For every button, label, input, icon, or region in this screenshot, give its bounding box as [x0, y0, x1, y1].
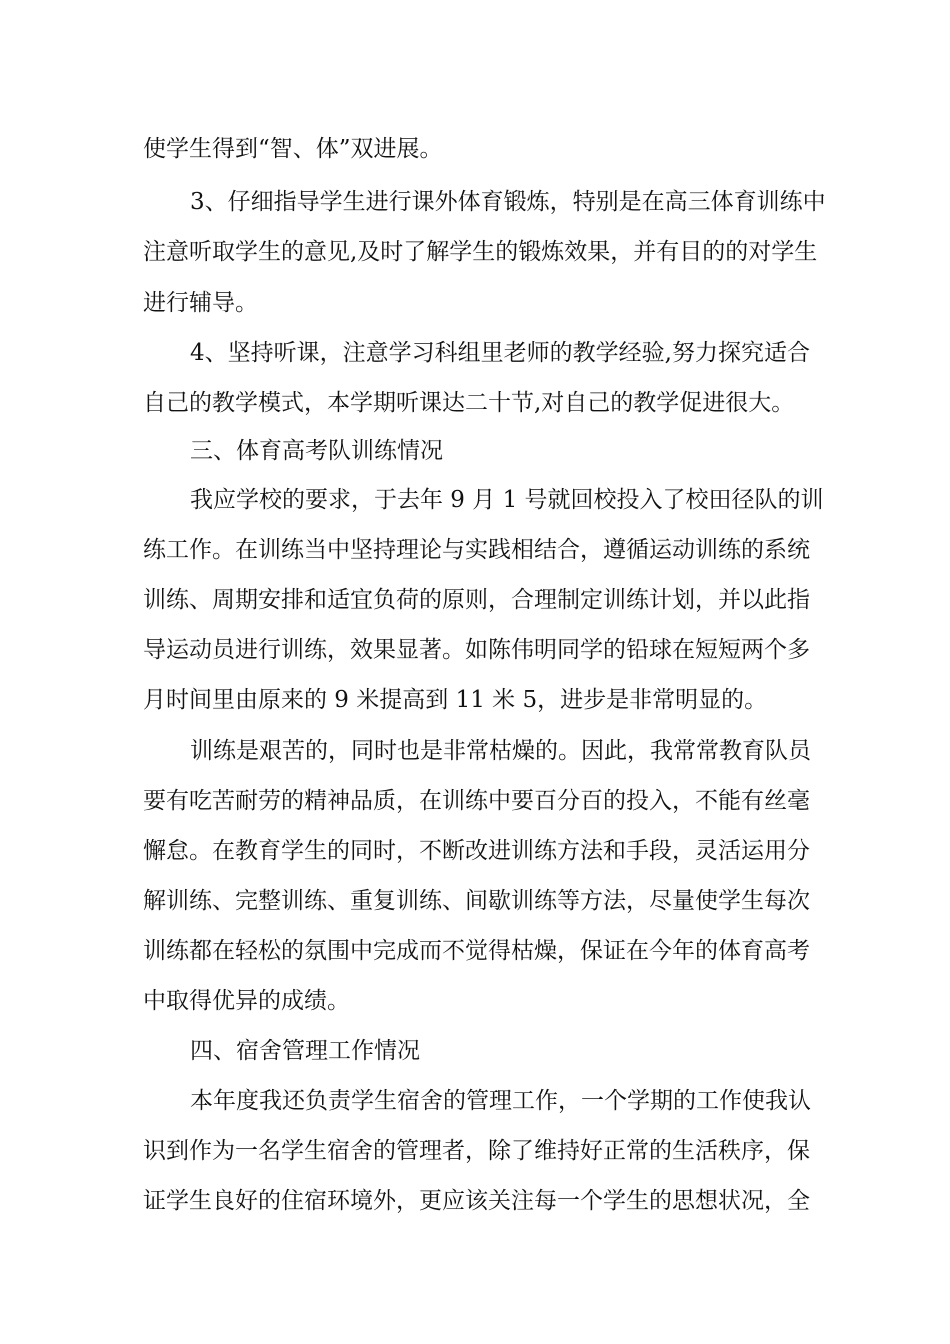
text-line: 训练都在轻松的氛围中完成而不觉得枯燥，保证在今年的体育高考	[143, 938, 810, 964]
text-line: 证学生良好的住宿环境外，更应该关注每一个学生的思想状况，全	[143, 1188, 810, 1214]
text-line: 懈怠。在教育学生的同时，不断改进训练方法和手段，灵活运用分	[143, 838, 810, 864]
text-line: 进行辅导。	[143, 290, 258, 316]
text-line: 注意听取学生的意见,及时了解学生的锻炼效果，并有目的的对学生	[143, 239, 818, 265]
text-line: 识到作为一名学生宿舍的管理者，除了维持好正常的生活秩序，保	[143, 1138, 810, 1164]
text-line: 要有吃苦耐劳的精神品质，在训练中要百分百的投入，不能有丝毫	[143, 788, 810, 814]
text-line: 自己的教学模式，本学期听课达二十节,对自己的教学促进很大。	[143, 390, 795, 416]
text-line: 使学生得到“智、体”双进展。	[143, 136, 443, 162]
section-heading: 四、宿舍管理工作情况	[190, 1038, 420, 1064]
text-line: 本年度我还负责学生宿舍的管理工作，一个学期的工作使我认	[190, 1088, 811, 1114]
text-line: 中取得优异的成绩。	[143, 988, 350, 1014]
text-line: 训练、周期安排和适宜负荷的原则，合理制定训练计划，并以此指	[143, 587, 810, 613]
text-line: 导运动员进行训练，效果显著。如陈伟明同学的铅球在短短两个多	[143, 637, 810, 663]
text-line: 4、坚持听课，注意学习科组里老师的教学经验,努力探究适合	[190, 340, 810, 366]
text-line: 我应学校的要求，于去年 9 月 1 号就回校投入了校田径队的训	[190, 487, 824, 513]
section-heading: 三、体育高考队训练情况	[190, 438, 443, 464]
text-line: 月时间里由原来的 9 米提高到 11 米 5，进步是非常明显的。	[143, 687, 768, 713]
text-line: 3、仔细指导学生进行课外体育锻炼，特别是在高三体育训练中	[190, 189, 826, 215]
text-line: 解训练、完整训练、重复训练、间歇训练等方法，尽量使学生每次	[143, 888, 810, 914]
text-line: 练工作。在训练当中坚持理论与实践相结合，遵循运动训练的系统	[143, 537, 810, 563]
text-line: 训练是艰苦的，同时也是非常枯燥的。因此，我常常教育队员	[190, 738, 811, 764]
